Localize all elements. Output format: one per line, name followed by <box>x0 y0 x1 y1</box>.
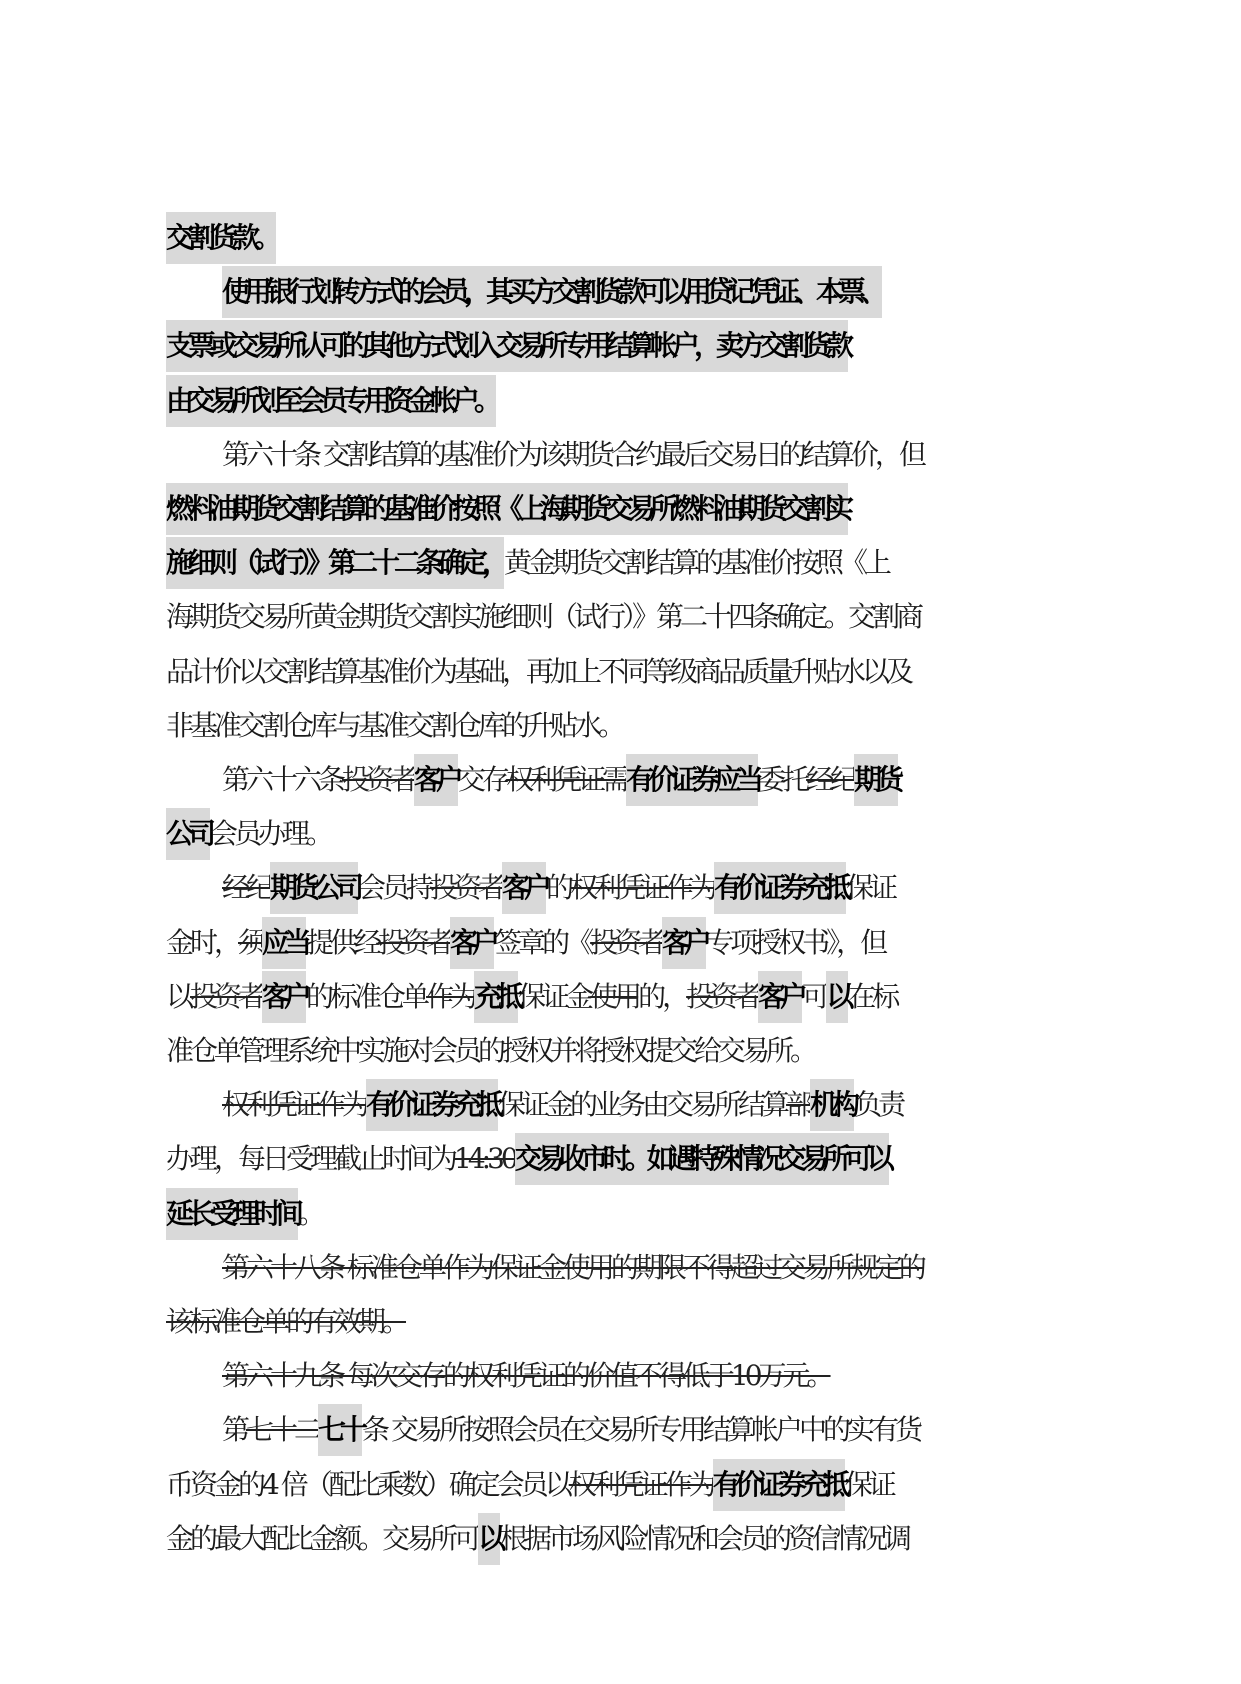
text-line <box>0 1242 1241 1294</box>
text-run: 第六十六条 <box>222 763 343 796</box>
deleted-text: 投资者 <box>342 763 415 796</box>
text-run: 根据市场风险情况和会员的资信情况调 <box>500 1522 909 1555</box>
inserted-text: 施细则（试行）》第二十二条确定， <box>166 537 504 589</box>
text-line <box>0 591 1241 643</box>
inserted-text: 延长受理时间 <box>166 1188 298 1240</box>
inserted-text: 充抵 <box>474 971 518 1023</box>
text-line <box>0 754 1241 806</box>
text-line <box>0 1404 1241 1456</box>
text-run: 金时， <box>166 926 239 959</box>
text-line <box>0 320 1241 372</box>
inserted-text: 交割货款。 <box>166 212 276 264</box>
inserted-text: 使用银行划转方式的会员，其买方交割货款可以用贷记凭证、本票、 <box>222 266 882 318</box>
text-run: 品计价以交割结算基准价为基础，再加上不同等级商品质量升贴水以及 <box>166 655 911 688</box>
text-line <box>0 971 1241 1023</box>
text-line <box>0 1133 1241 1185</box>
inserted-text: 以 <box>478 1513 500 1565</box>
text-run: 第 <box>222 1413 247 1446</box>
text-line <box>0 1025 1241 1077</box>
deleted-text: 投资者 <box>590 926 663 959</box>
inserted-text: 应当 <box>262 917 306 969</box>
text-run: 交存 <box>458 763 507 796</box>
text-line <box>0 1079 1241 1131</box>
text-run: 负责 <box>854 1088 903 1121</box>
deleted-text: 投资者 <box>430 871 503 904</box>
text-run: 会员持 <box>358 871 431 904</box>
text-run: 保证金的业务由交易所结算 <box>498 1088 787 1121</box>
deleted-text: 权利凭证作为 <box>222 1088 367 1121</box>
text-line <box>0 1188 1241 1240</box>
inserted-text: 机构 <box>810 1079 854 1131</box>
text-run: 第六十条 交割结算的基准价为该期货合约最后交易日的结算价，但 <box>222 438 923 471</box>
text-line <box>0 1350 1241 1402</box>
text-run: 在标 <box>848 980 897 1013</box>
deleted-text: 投资者 <box>686 980 759 1013</box>
text-run: 保证金 <box>518 980 591 1013</box>
inserted-text: 有价证券充抵 <box>713 1459 845 1511</box>
inserted-text: 有价证券充抵 <box>366 1079 498 1131</box>
text-run: 保证 <box>846 871 895 904</box>
inserted-text: 有价证券充抵 <box>714 862 846 914</box>
text-line <box>0 483 1241 535</box>
deleted-text: 作为 <box>426 980 475 1013</box>
deleted-text: 经纪 <box>806 763 855 796</box>
inserted-text: 期货 <box>854 754 898 806</box>
text-run: 签章的《 <box>494 926 591 959</box>
inserted-text: 客户 <box>502 862 546 914</box>
text-line <box>0 266 1241 318</box>
text-run: 的 <box>546 871 571 904</box>
deleted-text: 权利凭证作为 <box>570 871 715 904</box>
text-run: 黄金期货交割结算的基准价按照《上 <box>504 546 889 579</box>
inserted-text: 燃料油期货交割结算的基准价按照《上海期货交易所燃料油期货交割实 <box>166 483 848 535</box>
inserted-text: 客户 <box>262 971 306 1023</box>
text-line <box>0 375 1241 427</box>
deleted-text: 该标准仓单的有效期。 <box>166 1305 407 1338</box>
text-run: 条 交易所按照会员在交易所专用结算帐户中的实有货 <box>362 1413 919 1446</box>
deleted-text: 第六十八条 标准仓单作为保证金使用的期限不得超过交易所规定的 <box>222 1251 923 1284</box>
inserted-text: 客户 <box>414 754 458 806</box>
text-line <box>0 1459 1241 1511</box>
text-line <box>0 429 1241 481</box>
deleted-text: 经纪 <box>222 871 271 904</box>
inserted-text: 七十 <box>318 1404 362 1456</box>
inserted-text: 支票或交易所认可的其他方式划入交易所专用结算帐户，卖方交割货款 <box>166 320 848 372</box>
text-line <box>0 212 1241 264</box>
inserted-text: 由交易所划至会员专用资金帐户。 <box>166 375 496 427</box>
text-run: 以 <box>166 980 191 1013</box>
deleted-text: 投资者 <box>190 980 263 1013</box>
deleted-text: 14:30 <box>454 1142 515 1175</box>
inserted-text: 公司 <box>166 808 210 860</box>
inserted-text: 客户 <box>758 971 802 1023</box>
text-line <box>0 646 1241 698</box>
deleted-text: 部 <box>786 1088 811 1121</box>
text-run: 海期货交易所黄金期货交割实施细则（试行）》第二十四条确定。交割商 <box>166 600 921 633</box>
text-line <box>0 808 1241 860</box>
text-run: 的， <box>638 980 687 1013</box>
text-run: 专项授权书》，但 <box>706 926 885 959</box>
deleted-text: 使用 <box>590 980 639 1013</box>
deleted-text: 须 <box>238 926 263 959</box>
inserted-text: 交易收市时。如遇特殊情况交易所可以 <box>515 1133 889 1185</box>
text-line <box>0 700 1241 752</box>
text-run: 会员办理。 <box>210 817 331 850</box>
text-run: 提供经 <box>306 926 379 959</box>
deleted-text: 七十二 <box>246 1413 319 1446</box>
text-line <box>0 537 1241 589</box>
text-run: 办理，每日受理截止时间为 <box>166 1142 455 1175</box>
text-line <box>0 917 1241 969</box>
text-run: 金的最大配比金额。交易所可 <box>166 1522 479 1555</box>
text-run: 保证 <box>844 1468 893 1501</box>
deleted-text: 权利凭证作为 <box>568 1468 713 1501</box>
text-run: 可 <box>802 980 827 1013</box>
text-line <box>0 1513 1241 1565</box>
deleted-text: 投资者 <box>378 926 451 959</box>
inserted-text: 有价证券应当 <box>626 754 758 806</box>
text-run: 币资金的4 倍（配比乘数）确定会员以 <box>166 1468 569 1501</box>
text-line <box>0 862 1241 914</box>
inserted-text: 期货公司 <box>270 862 358 914</box>
deleted-text: 第六十九条 每次交存的权利凭证的价值不得低于10万元。 <box>222 1359 831 1392</box>
inserted-text: 客户 <box>662 917 706 969</box>
inserted-text: 以 <box>826 971 848 1023</box>
text-run: 委托 <box>758 763 807 796</box>
deleted-text: 权利凭证需 <box>506 763 627 796</box>
text-line <box>0 1296 1241 1348</box>
text-run: 。 <box>298 1197 323 1230</box>
text-run: 的标准仓单 <box>306 980 427 1013</box>
text-run: 准仓单管理系统中实施对会员的授权并将授权提交给交易所。 <box>166 1034 815 1067</box>
inserted-text: 客户 <box>450 917 494 969</box>
text-run: 非基准交割仓库与基准交割仓库的升贴水。 <box>166 709 623 742</box>
